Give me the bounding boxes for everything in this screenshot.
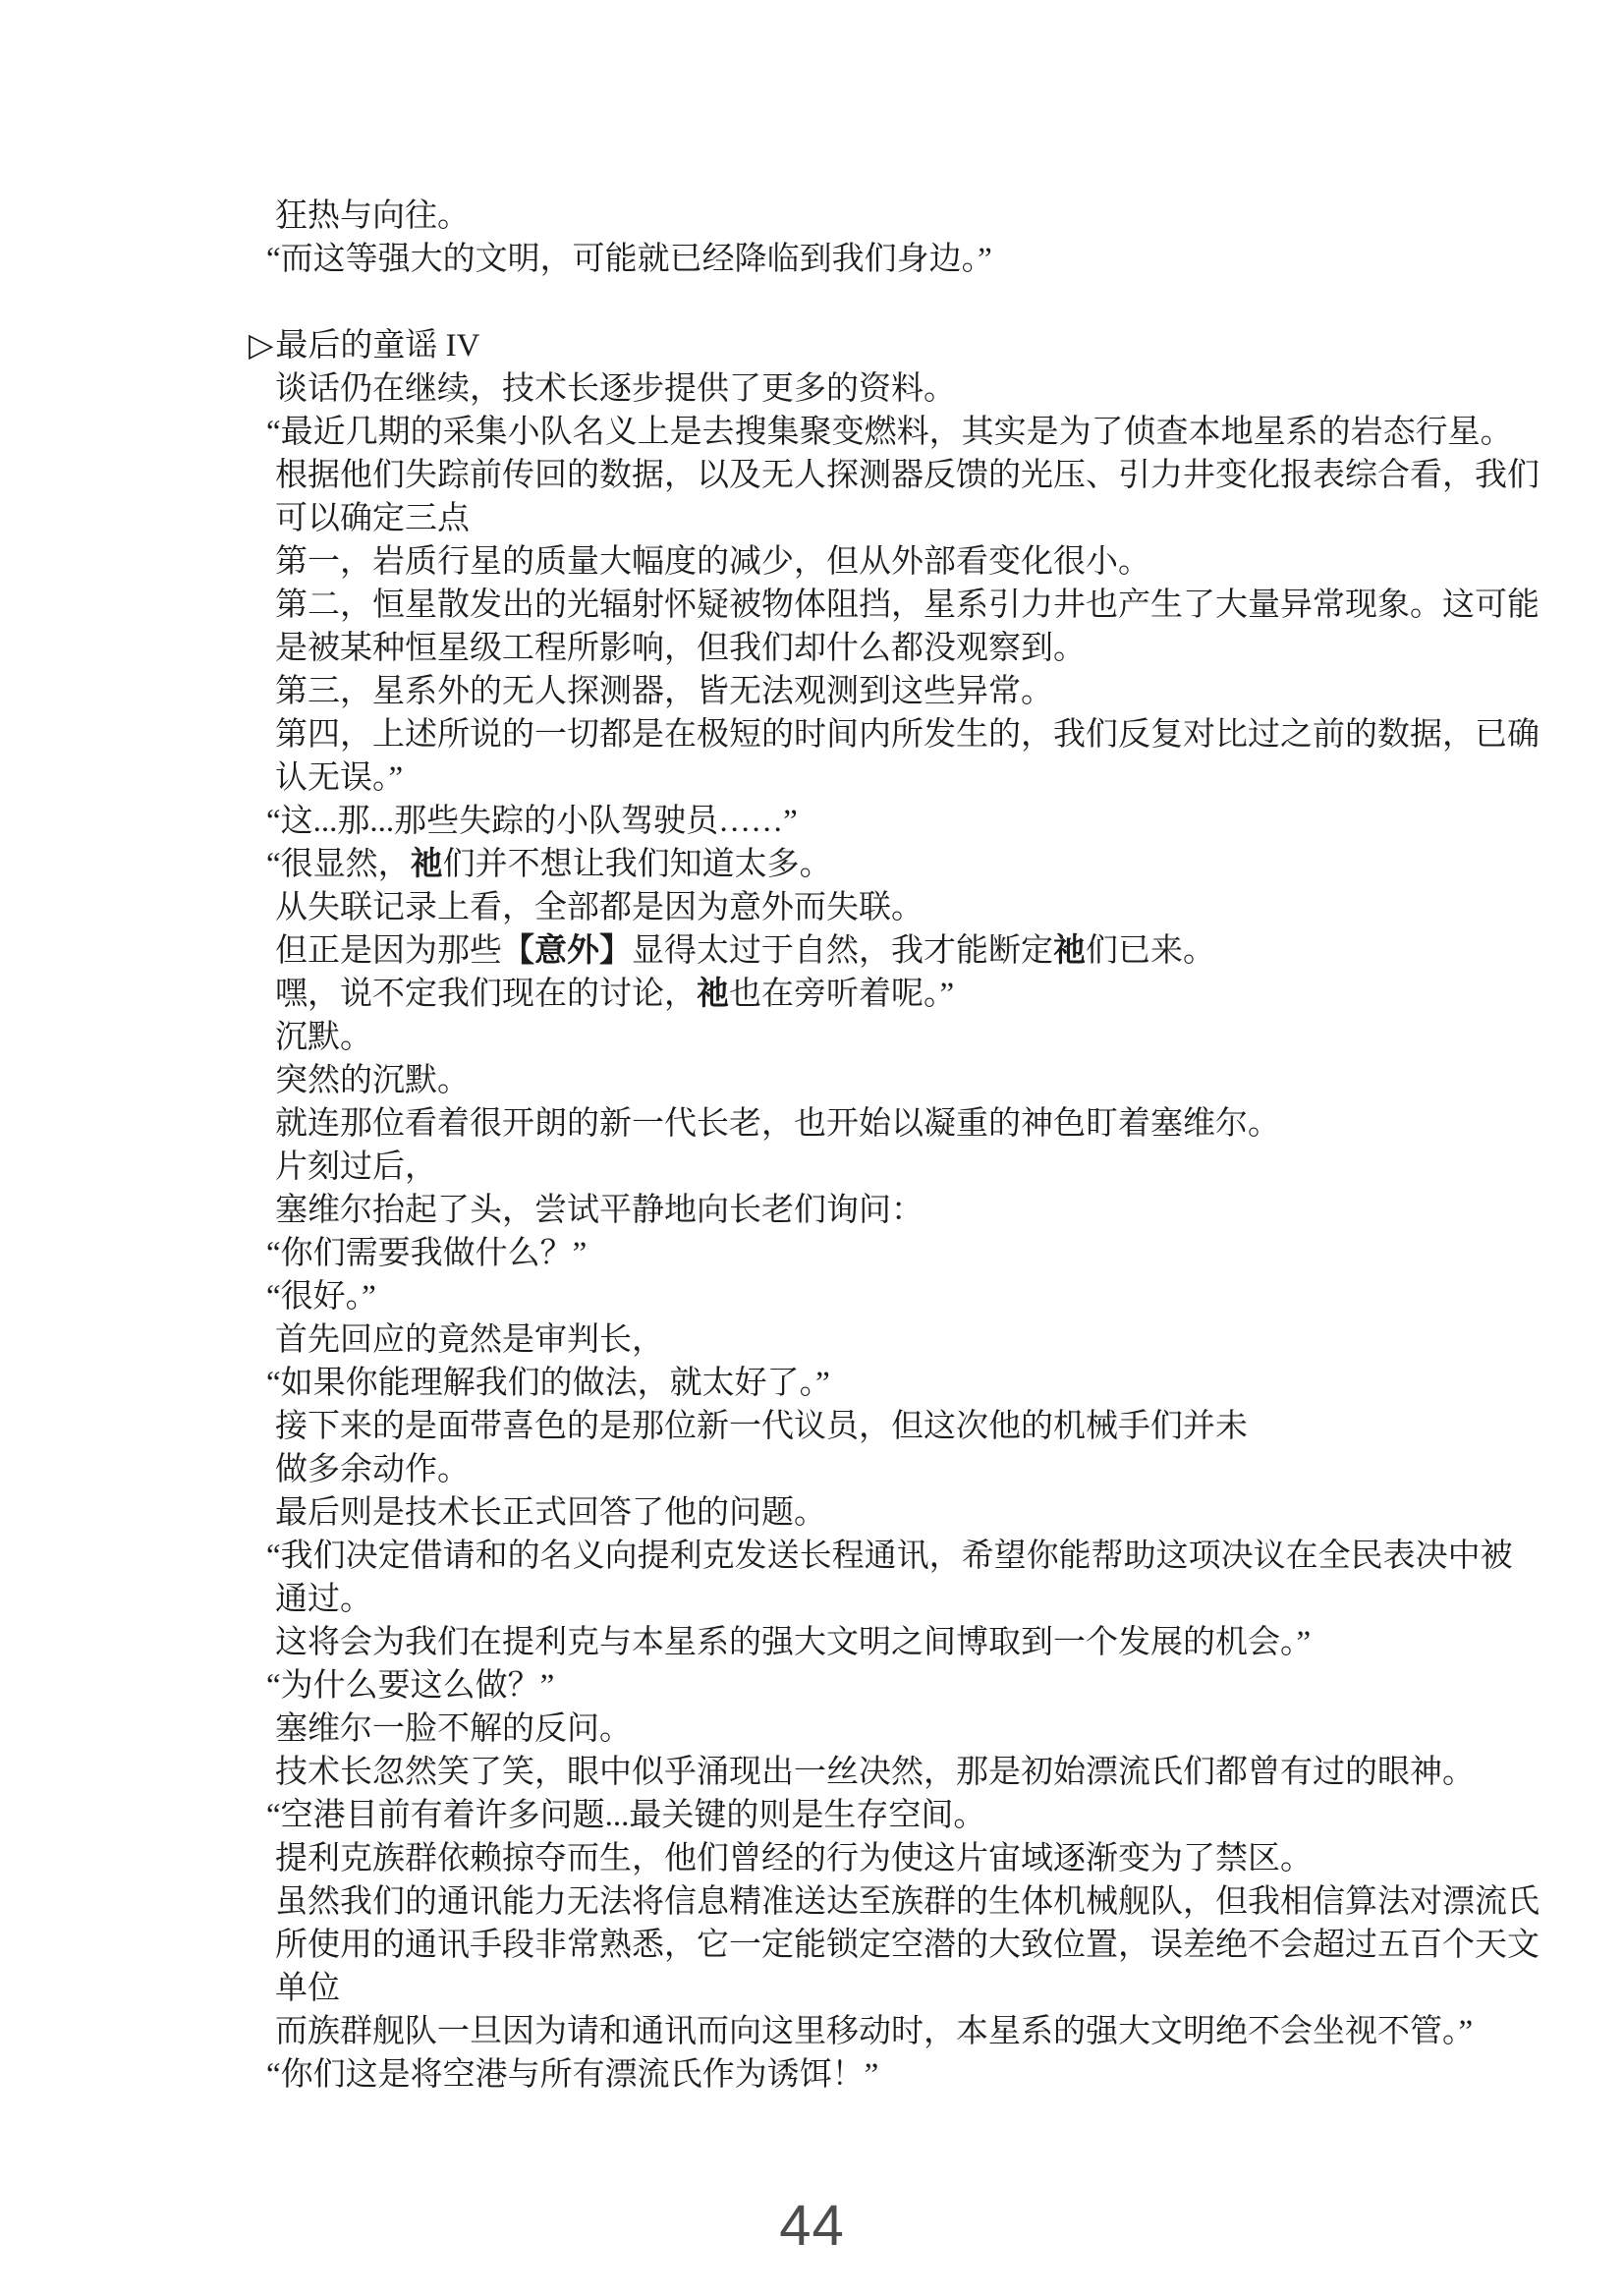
text-line: 这将会为我们在提利克与本星系的强大文明之间博取到一个发展的机会。” (275, 1625, 1312, 1660)
text-line: 谈话仍在继续，技术长逐步提供了更多的资料。 (275, 371, 956, 407)
text-line: 首先回应的竟然是审判长， (275, 1322, 664, 1358)
text-line: 通过。 (275, 1582, 372, 1617)
text-line: 技术长忽然笑了笑，眼中似乎涌现出一丝决然，那是初始漂流氏们都曾有过的眼神。 (275, 1755, 1475, 1790)
text-line: 所使用的通讯手段非常熟悉，它一定能锁定空潜的大致位置，误差绝不会超过五百个天文 (275, 1928, 1540, 1963)
text-line: 第四，上述所说的一切都是在极短的时间内所发生的，我们反复对比过之前的数据，已确 (275, 717, 1540, 753)
text-line: “这...那...那些失踪的小队驾驶员……” (266, 804, 798, 839)
text-line: 就连那位看着很开朗的新一代长老，也开始以凝重的神色盯着塞维尔。 (275, 1106, 1280, 1142)
text-line: “很好。” (266, 1279, 376, 1315)
text-line: 做多余动作。 (275, 1452, 470, 1487)
text-line: 突然的沉默。 (275, 1063, 470, 1098)
emphasized-text: 祂 (697, 977, 729, 1012)
emphasized-text: 祂 (410, 847, 443, 882)
text-line: 但正是因为那些【意外】显得太过于自然，我才能断定祂们已来。 (275, 933, 1215, 969)
text-line: 第一，岩质行星的质量大幅度的减少，但从外部看变化很小。 (275, 544, 1150, 580)
section-heading: ▷最后的童谣 IV (249, 328, 480, 364)
text-line: 从失联记录上看，全部都是因为意外而失联。 (275, 890, 924, 925)
text-line: “很显然，祂们并不想让我们知道太多。 (266, 847, 832, 882)
emphasized-text: 【意外】 (502, 933, 632, 969)
emphasized-text: 祂 (1053, 933, 1086, 969)
text-line: 沉默。 (275, 1020, 372, 1055)
text-line: 最后则是技术长正式回答了他的问题。 (275, 1495, 826, 1531)
text-line (275, 281, 1493, 324)
text-line: 是被某种恒星级工程所影响，但我们却什么都没观察到。 (275, 631, 1086, 666)
text-line: 提利克族群依赖掠夺而生，他们曾经的行为使这片宙域逐渐变为了禁区。 (275, 1841, 1313, 1876)
text-line: “我们决定借请和的名义向提利克发送长程通讯，希望你能帮助这项决议在全民表决中被 (266, 1539, 1513, 1574)
text-line: 接下来的是面带喜色的是那位新一代议员，但这次他的机械手们并未 (275, 1409, 1248, 1444)
text-line: “为什么要这么做？” (266, 1668, 555, 1704)
text-line: 狂热与向往。 (275, 198, 470, 234)
text-block (249, 195, 1540, 2097)
text-line: “你们这是将空港与所有漂流氏作为诱饵！” (266, 2057, 879, 2093)
page-number: 44 (779, 2194, 845, 2258)
text-line: 第三，星系外的无人探测器，皆无法观测到这些异常。 (275, 674, 1053, 709)
triangle-marker-icon: ▷ (249, 328, 276, 364)
text-line: “你们需要我做什么？” (266, 1236, 588, 1271)
text-line: 片刻过后， (275, 1149, 437, 1185)
text-line: 认无误。” (275, 760, 404, 796)
text-line: 塞维尔抬起了头，尝试平静地向长老们询问： (275, 1193, 924, 1228)
text-line: “如果你能理解我们的做法，就太好了。” (266, 1366, 830, 1401)
text-line: “而这等强大的文明，可能就已经降临到我们身边。” (266, 242, 992, 277)
text-line: 而族群舰队一旦因为请和通讯而向这里移动时，本星系的强大文明绝不会坐视不管。” (275, 2014, 1474, 2049)
text-line: 单位 (275, 1971, 340, 2006)
text-line: 第二，恒星散发出的光辐射怀疑被物体阻挡，星系引力井也产生了大量异常现象。这可能 (275, 588, 1540, 623)
text-line: 可以确定三点 (275, 501, 470, 536)
text-line: 嘿，说不定我们现在的讨论，祂也在旁听着呢。” (275, 977, 955, 1012)
text-line: “空港目前有着许多问题...最关键的则是生存空间。 (266, 1798, 986, 1833)
text-line: 虽然我们的通讯能力无法将信息精准送达至族群的生体机械舰队，但我相信算法对漂流氏 (275, 1884, 1540, 1920)
text-line: 塞维尔一脸不解的反问。 (275, 1711, 632, 1747)
text-line: “最近几期的采集小队名义上是去搜集聚变燃料，其实是为了侦查本地星系的岩态行星。 (266, 415, 1513, 450)
text-line: 根据他们失踪前传回的数据，以及无人探测器反馈的光压、引力井变化报表综合看，我们 (275, 458, 1540, 493)
